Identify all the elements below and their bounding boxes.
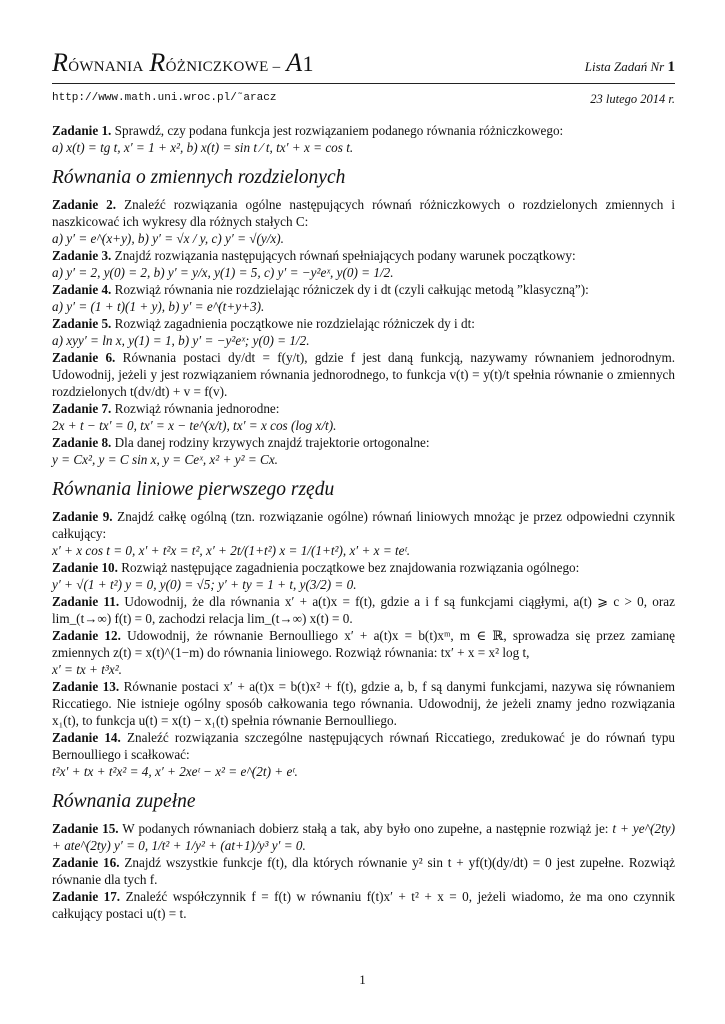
page-number: 1 [359,972,366,987]
section-title-linear: Równania liniowe pierwszego rzędu [52,479,335,500]
task-text: Znaleźć współczynnik f = f(t) w równaniu f(t)x′ + t² + x = 0, jeżeli wiadomo, że ma ono czynnik całkujący postaci u(t) = t. [52,889,676,921]
task-7 [52,400,675,434]
task-5 [52,315,675,349]
task-math: a) y′ = (1 + t)(1 + y), b) y′ = e^(t+y+3). [52,299,265,314]
task-label: Zadanie 10. [52,560,118,575]
section-title-separable: Równania o zmiennych rozdzielonych [52,167,346,188]
task-label: Zadanie 17. [52,889,121,904]
task-math: a) x(t) = tg t, x′ = 1 + x², b) x(t) = sin t ⁄ t, tx′ + x = cos t. [52,140,354,155]
task-text: Znaleźć rozwiązania szczególne następujących równań Riccatiego, zredukować je do równań typu Bernoulliego i scałkować: [52,730,676,762]
page-header [52,48,675,84]
task-6 [52,349,675,400]
meta-row [52,92,675,107]
task-math: y = Cx², y = C sin x, y = Ceˣ, x² + y² = Cx. [52,452,278,467]
list-number: 1 [667,59,675,75]
task-13 [52,678,675,729]
task-text: Znajdź całkę ogólną (tzn. rozwiązanie ogólne) równań liniowych mnożąc je przez odpowiedni czynnik całkujący: [52,509,676,541]
task-math: t + ye^(2ty) + ate^(2ty) y′ = 0, 1/t² + 1/y² + (at+1)/y³ y′ = 0. [52,821,675,853]
task-8 [52,434,675,468]
author-url[interactable]: http://www.math.uni.wroc.pl/˜aracz [52,92,277,104]
task-text: Rozwiąż następujące zagadnienia początkowe bez znajdowania rozwiązania ogólnego: [121,560,580,575]
task-label: Zadanie 2. [52,197,117,212]
task-label: Zadanie 3. [52,248,112,263]
task-text: Udowodnij, że równanie Bernoulliego x′ + a(t)x = b(t)xᵐ, m ∈ ℝ, sprowadza się przez zamianę zmiennych z(t) = x(t)^(1−m) do równania liniowego. Rozwiąż równania: tx′ + x = x² log t, [52,628,675,660]
task-label: Zadanie 14. [52,730,121,745]
task-math: a) xyy′ = ln x, y(1) = 1, b) y′ = −y²eˣ; y(0) = 1/2. [52,333,310,348]
task-16 [52,854,675,888]
task-1 [52,122,675,156]
task-text: Dla danej rodziny krzywych znajdź trajektorie ortogonalne: [114,435,430,450]
task-math: a) y′ = 2, y(0) = 2, b) y′ = y/x, y(1) = 5, c) y′ = −y²eˣ, y(0) = 1/2. [52,265,394,280]
task-text: Sprawdź, czy podana funkcja jest rozwiązaniem podanego równania różniczkowego: [114,123,564,138]
task-label: Zadanie 4. [52,282,112,297]
task-label: Zadanie 1. [52,123,112,138]
task-9 [52,508,675,559]
task-text: Udowodnij, że dla równania x′ + a(t)x = f(t), gdzie a i f są funkcjami ciągłymi, a(t) ⩾ c > 0, oraz lim_(t→∞) f(t) = 0, zachodzi relacja lim_(t→∞) x(t) = 0. [52,594,675,626]
task-label: Zadanie 16. [52,855,120,870]
list-label: Lista Zadań Nr [584,59,665,74]
list-indicator [585,59,675,76]
title-word-2: ÓŻNICZKOWE – [165,59,281,75]
task-text: Rozwiąż równania jednorodne: [114,401,280,416]
task-label: Zadanie 6. [52,350,116,365]
task-text: W podanych równaniach dobierz stałą a tak, aby było ono zupełne, a następnie rozwiąż je: [122,821,609,836]
task-math: y′ + √(1 + t²) y = 0, y(0) = √5; y′ + ty = 1 + t, y(3/2) = 0. [52,577,357,592]
section-title-exact: Równania zupełne [52,791,196,812]
title-initial-a: A [286,48,303,77]
task-3 [52,247,675,281]
task-12 [52,627,675,678]
task-15 [52,820,675,854]
task-2 [52,196,675,247]
task-text: Znajdź wszystkie funkcje f(t), dla których równanie y² sin t + yf(t)(dy/dt) = 0 jest zupełne. Rozwiąż równanie dla tych f. [52,855,675,887]
task-text: Znajdź rozwiązania następujących równań spełniających podany warunek początkowy: [114,248,576,263]
task-text: Znaleźć rozwiązania ogólne następujących równań różniczkowych o rozdzielonych zmiennych i naszkicować ich wykresy dla różnych stałych C: [52,197,675,229]
task-math: a) y′ = e^(x+y), b) y′ = √x / y, c) y′ = √(y/x). [52,231,284,246]
task-label: Zadanie 11. [52,594,120,609]
task-text: Rozwiąż zagadnienia początkowe nie rozdzielając różniczek dy i dt: [114,316,475,331]
task-4 [52,281,675,315]
title-initial-r: R [52,48,69,77]
task-math: t²x′ + tx + t²x² = 4, x′ + 2xeᵗ − x² = e^(2t) + eᵗ. [52,764,298,779]
task-label: Zadanie 12. [52,628,121,643]
task-math: x′ = tx + t³x². [52,662,122,677]
task-math: 2x + t − tx′ = 0, tx′ = x − te^(x/t), tx′ = x cos (log x/t). [52,418,337,433]
task-text: Równania postaci dy/dt = f(y/t), gdzie f jest daną funkcją, nazywamy równaniem jednorodnym. Udowodnij, jeżeli y jest rozwiązaniem równania jednorodnego, to funkcja v(t) = y(t)/t spełnia równanie o zmiennych rozdzielonych t(dv/dt) + v = f(v). [52,350,676,399]
document-date: 23 lutego 2014 r. [590,92,675,106]
task-label: Zadanie 8. [52,435,112,450]
task-text: Równanie postaci x′ + a(t)x = b(t)x² + f(t), gdzie a, b, f są danymi funkcjami, nazywa się równaniem Riccatiego. Nie istnieje ogólny sposób całkowania tego równania. Udowodnij, że jeżeli znamy jedno rozwiązania x₁(t), to funkcja u(t) = x(t) − x₁(t) spełnia równanie Bernoulliego. [52,679,676,728]
task-text: Rozwiąż równania nie rozdzielając różniczek dy i dt (czyli całkując metodą ”klasyczną”): [114,282,589,297]
title-initial-r2: R [149,48,166,77]
task-14 [52,729,675,780]
document-body [52,122,675,922]
task-label: Zadanie 13. [52,679,120,694]
task-label: Zadanie 5. [52,316,112,331]
title-number: 1 [302,51,314,76]
task-label: Zadanie 9. [52,509,113,524]
task-label: Zadanie 15. [52,821,119,836]
title-word-1: ÓWNANIA [68,59,144,75]
task-11 [52,593,675,627]
task-label: Zadanie 7. [52,401,112,416]
task-17 [52,888,675,922]
task-math: x′ + x cos t = 0, x′ + t²x = t², x′ + 2t/(1+t²) x = 1/(1+t²), x′ + x = teᵗ. [52,543,411,558]
task-10 [52,559,675,593]
document-title [52,48,314,78]
